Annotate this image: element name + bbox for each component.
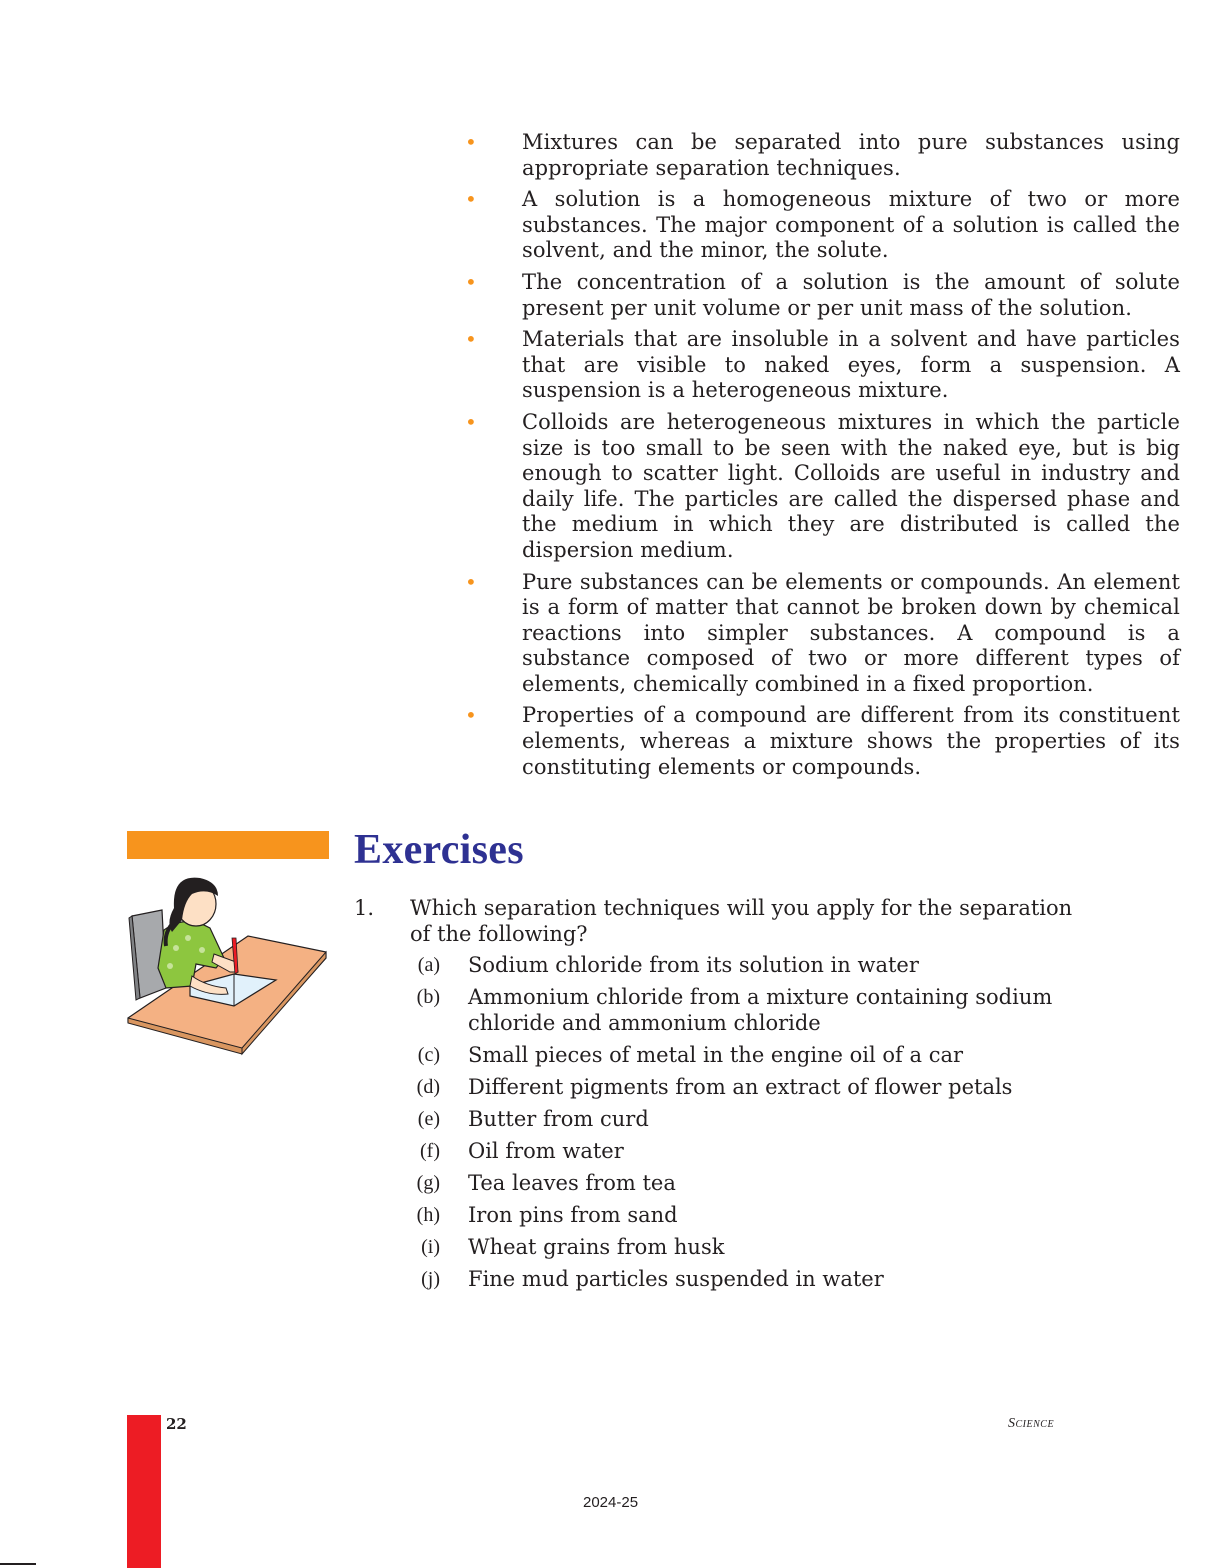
question-part: (d) Different pigments from an extract of flower petals	[416, 1074, 1013, 1099]
question-parts	[410, 953, 1074, 1292]
running-head: Science	[1008, 1416, 1055, 1431]
girl-writing-illustration	[126, 868, 330, 1058]
summary-bullet: • Materials that are insoluble in a solvent and have particles that are visible to naked eyes, form a suspension. A suspension is a heterogeneous mixture.	[465, 327, 1180, 403]
summary-bullet: • Pure substances can be elements or compounds. An element is a form of matter that cannot be broken down by chemical reactions into simpler substances. A compound is a substance composed of two or more different types of elements, chemically combined in a fixed proportion.	[465, 569, 1180, 696]
question-number: 1.	[354, 896, 375, 920]
question-part: (j) Fine mud particles suspended in water	[421, 1266, 884, 1291]
question-text: Which separation techniques will you apply for the separation of the following?	[410, 896, 1073, 946]
bullet-icon: •	[465, 269, 477, 294]
bullet-icon: •	[465, 703, 477, 728]
question-part: (e) Butter from curd	[417, 1106, 649, 1131]
page-margin-accent-bar	[127, 1415, 161, 1568]
bullet-icon: •	[465, 569, 477, 594]
page-number: 22	[166, 1415, 187, 1433]
question-part: (b) Ammonium chloride from a mixture containing sodium chloride and ammonium chloride	[416, 985, 1053, 1035]
exercise-question	[354, 896, 1074, 1299]
question-part: (c) Small pieces of metal in the engine oil of a car	[417, 1042, 964, 1067]
question-part: (f) Oil from water	[420, 1138, 624, 1163]
question-part: (h) Iron pins from sand	[416, 1202, 678, 1227]
summary-bullet-list	[462, 130, 1180, 786]
summary-bullet: • Colloids are heterogeneous mixtures in which the particle size is too small to be seen with the naked eye, but is big enough to scatter light. Colloids are useful in industry and daily life. The particles are called the dispersed phase and the medium in which they are distributed is called the dispersion medium.	[465, 409, 1180, 562]
girl-writing-icon	[126, 868, 330, 1058]
summary-bullet: • A solution is a homogeneous mixture of two or more substances. The major component of a solution is called the solvent, and the minor, the solute.	[465, 187, 1180, 263]
crop-mark	[0, 1563, 36, 1565]
edition-year: 2024-25	[583, 1494, 639, 1511]
exercises-accent-bar	[127, 831, 329, 859]
question-part: (g) Tea leaves from tea	[416, 1170, 676, 1195]
question-part: (i) Wheat grains from husk	[421, 1234, 725, 1259]
bullet-icon: •	[465, 327, 477, 352]
summary-bullet: • Mixtures can be separated into pure substances using appropriate separation techniques.	[465, 130, 1180, 180]
question-part: (a) Sodium chloride from its solution in water	[417, 953, 919, 978]
exercises-heading: Exercises	[354, 827, 524, 873]
bullet-icon: •	[465, 187, 477, 212]
summary-bullet: • Properties of a compound are different from its constituent elements, whereas a mixture shows the properties of its constituting elements or compounds.	[465, 703, 1180, 779]
bullet-icon: •	[465, 130, 477, 154]
bullet-icon: •	[465, 409, 477, 434]
summary-bullet: • The concentration of a solution is the amount of solute present per unit volume or per unit mass of the solution.	[465, 269, 1180, 320]
